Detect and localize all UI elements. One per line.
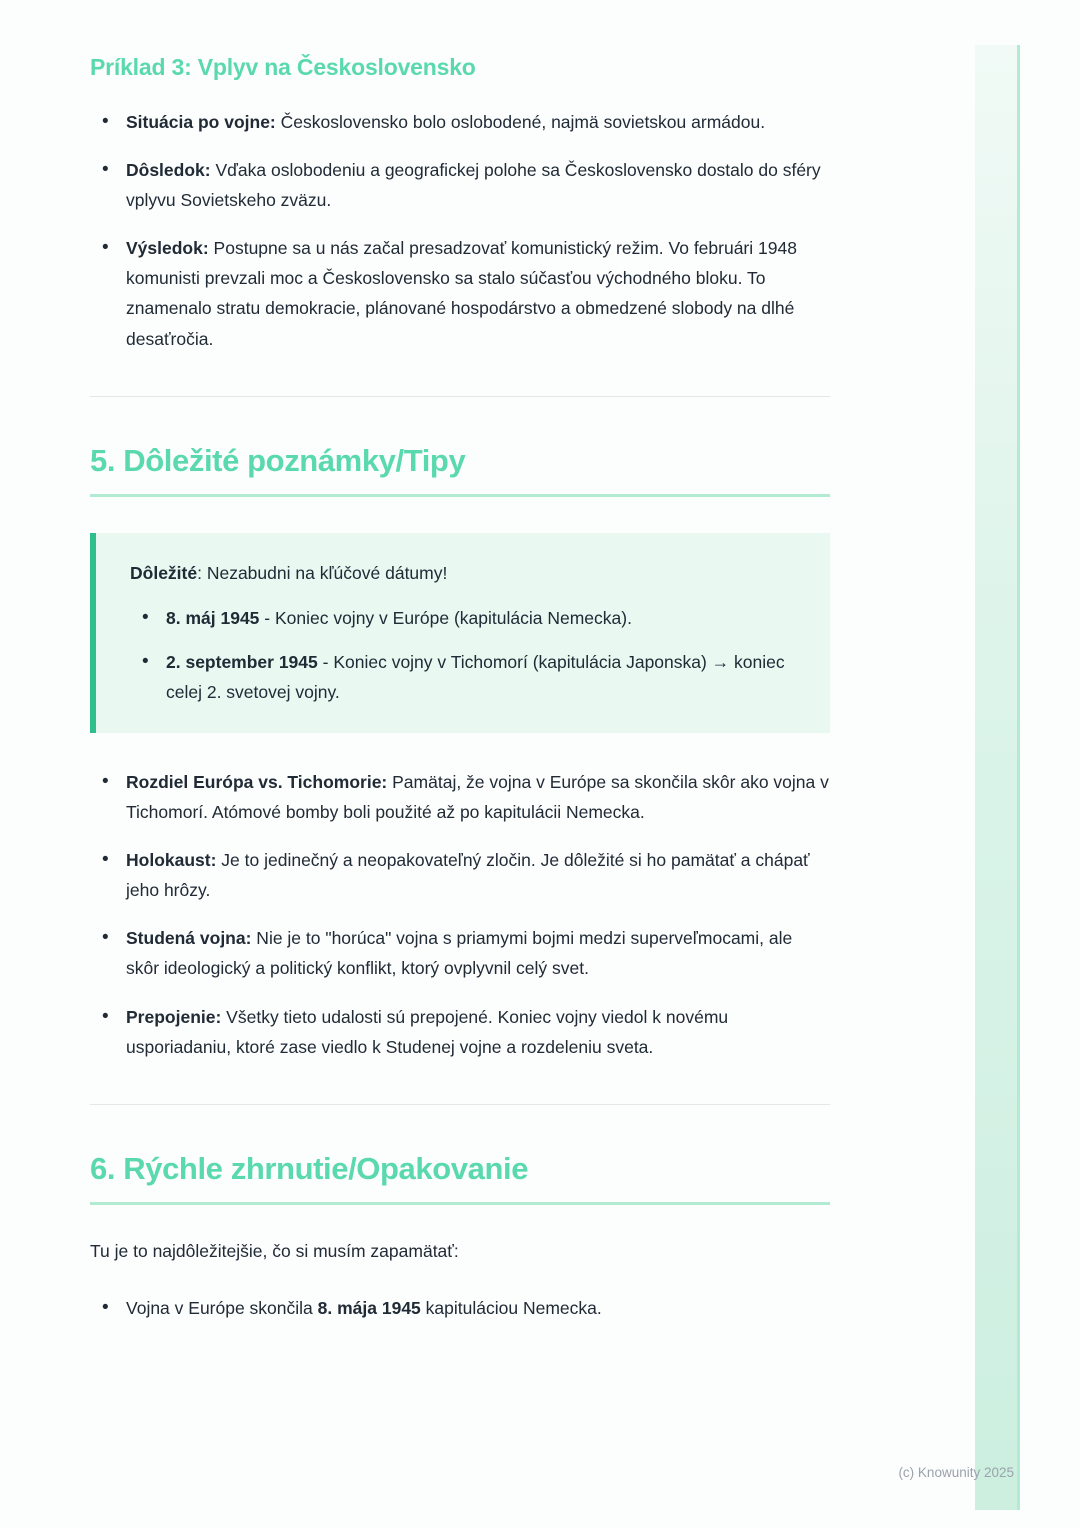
bullet-text: Pamätaj, že vojna v Európe sa skončila skôr ako vojna v Tichomorí. Atómové bomby boli použité až po kapitulácii Nemecka. xyxy=(126,771,829,823)
example-section xyxy=(90,54,830,354)
bullet-text: Vďaka oslobodeniu a geografickej polohe sa Československo dostalo do sféry vplyvu Sovietskeho zväzu. xyxy=(126,160,821,211)
content-column xyxy=(90,0,830,1341)
bullet-text-pre: Vojna v Európe skončila xyxy=(126,1297,318,1318)
bullet-text: Československo bolo oslobodené, najmä sovietskou armádou. xyxy=(275,112,766,132)
bullet-item xyxy=(90,233,830,353)
callout-lead-text: : Nezabudni na kľúčové dátumy! xyxy=(197,562,448,583)
bullet-label: Výsledok: xyxy=(126,238,209,259)
callout-lead xyxy=(130,559,800,587)
bullet-item xyxy=(90,1293,830,1323)
bullet-item xyxy=(90,923,830,983)
summary-section-title: 6. Rýchle zhrnutie/Opakovanie xyxy=(90,1150,529,1186)
example-bullet-list xyxy=(90,107,830,354)
bullet-label: 2. september 1945 xyxy=(166,651,318,672)
notes-section-title: 5. Dôležité poznámky/Tipy xyxy=(90,442,466,478)
copyright-notice: (c) Knowunity 2025 xyxy=(898,1465,1014,1480)
section-divider xyxy=(90,396,830,397)
example-title: Príklad 3: Vplyv na Československo xyxy=(90,54,476,80)
bullet-text: - Koniec vojny v Európe (kapitulácia Nemecka). xyxy=(259,607,632,628)
summary-section xyxy=(90,1151,830,1323)
important-callout xyxy=(90,533,830,733)
bullet-label: Studená vojna: xyxy=(126,928,252,949)
callout-lead-label: Dôležité xyxy=(130,562,198,583)
section-divider xyxy=(90,1104,830,1105)
bullet-label: Situácia po vojne: xyxy=(126,112,276,132)
notes-section xyxy=(90,443,830,1062)
bullet-text: Nie je to "horúca" vojna s priamymi bojmi medzi superveľmocami, ale skôr ideologický a politický konflikt, ktorý ovplyvnil celý svet. xyxy=(126,928,793,979)
bullet-text: Postupne sa u nás začal presadzovať komunistický režim. Vo februári 1948 komunisti prevzali moc a Československo sa stalo súčasťou východného bloku. To znamenalo stratu demokracie, plánované hospodárstvo a obmedzené slobody na dlhé desaťročia. xyxy=(126,238,797,349)
callout-bullet-list xyxy=(130,603,800,707)
bullet-text: - Koniec vojny v Tichomorí (kapitulácia Japonska) → koniec celej 2. svetovej vojny. xyxy=(166,651,785,702)
bullet-bold-date: 8. mája 1945 xyxy=(317,1297,421,1318)
title-underline xyxy=(90,494,830,497)
bullet-label: Rozdiel Európa vs. Tichomorie: xyxy=(126,771,388,792)
summary-bullet-list xyxy=(90,1293,830,1323)
bullet-label: 8. máj 1945 xyxy=(166,607,260,628)
bullet-label: Holokaust: xyxy=(126,850,217,871)
bullet-item xyxy=(90,107,830,137)
bullet-item xyxy=(130,647,800,707)
bullet-text: Všetky tieto udalosti sú prepojené. Koniec vojny viedol k novému usporiadaniu, ktoré zase viedlo k Studenej vojne a rozdeleniu sveta. xyxy=(126,1006,729,1057)
summary-intro: Tu je to najdôležitejšie, čo si musím zapamätať: xyxy=(90,1240,459,1261)
bullet-item xyxy=(130,603,800,633)
bullet-item xyxy=(90,1002,830,1062)
notes-bullet-list xyxy=(90,767,830,1062)
bullet-item xyxy=(90,155,830,215)
title-underline xyxy=(90,1202,830,1205)
bullet-text: Je to jedinečný a neopakovateľný zločin. Je dôležité si ho pamätať a chápať jeho hrôzy. xyxy=(126,850,810,901)
bullet-text-post: kapituláciou Nemecka. xyxy=(420,1297,602,1318)
decorative-side-stripe xyxy=(975,45,1020,1510)
bullet-label: Dôsledok: xyxy=(126,160,211,181)
bullet-label: Prepojenie: xyxy=(126,1006,222,1027)
bullet-item xyxy=(90,767,830,827)
bullet-item xyxy=(90,845,830,905)
